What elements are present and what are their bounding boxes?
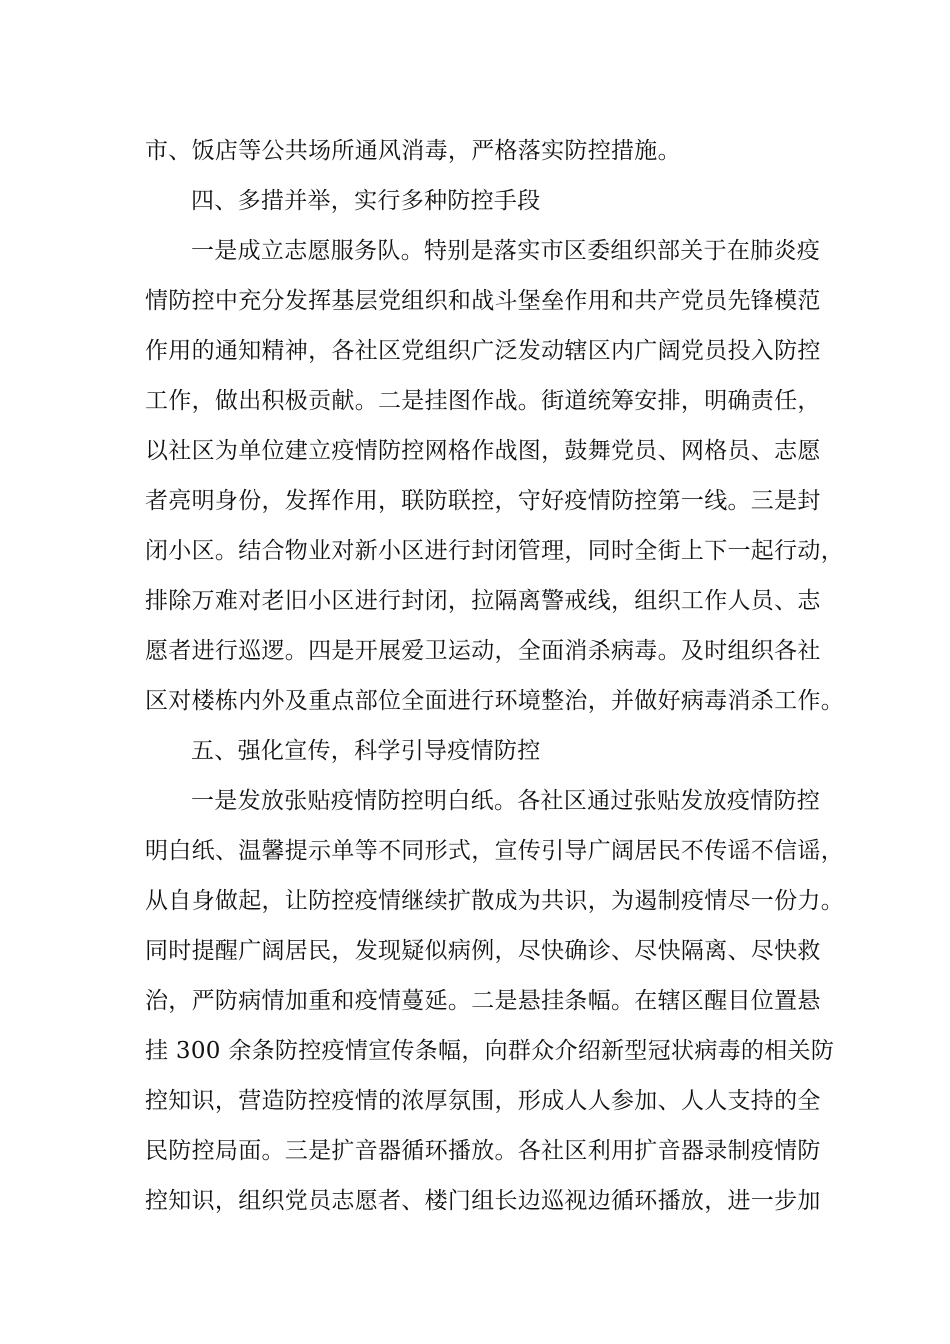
body-text-line: 者亮明身份，发挥作用，联防联控，守好疫情防控第一线。三是封 bbox=[145, 488, 821, 514]
body-text-line: 控知识，营造防控疫情的浓厚氛围，形成人人参加、人人支持的全 bbox=[145, 1088, 821, 1114]
section-heading-5: 五、强化宣传，科学引导疫情防控 bbox=[191, 738, 541, 764]
body-text-line: 工作，做出积极贡献。二是挂图作战。街道统筹安排，明确责任， bbox=[145, 388, 821, 414]
body-text-line: 排除万难对老旧小区进行封闭，拉隔离警戒线，组织工作人员、志 bbox=[145, 588, 821, 614]
body-text-line: 民防控局面。三是扩音器循环播放。各社区利用扩音器录制疫情防 bbox=[145, 1138, 821, 1164]
document-body bbox=[145, 126, 844, 1226]
body-text-line: 闭小区。结合物业对新小区进行封闭管理，同时全街上下一起行动， bbox=[145, 538, 844, 564]
paragraph-start-line: 一是成立志愿服务队。特别是落实市区委组织部关于在肺炎疫 bbox=[191, 238, 821, 264]
body-text-line: 情防控中充分发挥基层党组织和战斗堡垒作用和共产党员先锋模范 bbox=[145, 288, 821, 314]
body-text-line: 明白纸、温馨提示单等不同形式，宣传引导广阔居民不传谣不信谣， bbox=[145, 838, 844, 864]
body-text-line: 愿者进行巡逻。四是开展爱卫运动，全面消杀病毒。及时组织各社 bbox=[145, 638, 821, 664]
body-text-line: 同时提醒广阔居民，发现疑似病例，尽快确诊、尽快隔离、尽快救 bbox=[145, 938, 821, 964]
body-text-line: 市、饭店等公共场所通风消毒，严格落实防控措施。 bbox=[145, 138, 681, 164]
section-heading-4: 四、多措并举，实行多种防控手段 bbox=[191, 188, 541, 214]
body-text-line: 治，严防病情加重和疫情蔓延。二是悬挂条幅。在辖区醒目位置悬 bbox=[145, 988, 821, 1014]
body-text-line: 作用的通知精神，各社区党组织广泛发动辖区内广阔党员投入防控 bbox=[145, 338, 821, 364]
body-text-line: 从自身做起，让防控疫情继续扩散成为共识，为遏制疫情尽一份力。 bbox=[145, 888, 844, 914]
paragraph-start-line: 一是发放张贴疫情防控明白纸。各社区通过张贴发放疫情防控 bbox=[191, 788, 821, 814]
body-text-line: 以社区为单位建立疫情防控网格作战图，鼓舞党员、网格员、志愿 bbox=[145, 438, 821, 464]
body-text-line: 挂 300 余条防控疫情宣传条幅，向群众介绍新型冠状病毒的相关防 bbox=[145, 1038, 835, 1064]
body-text-line: 控知识，组织党员志愿者、楼门组长边巡视边循环播放，进一步加 bbox=[145, 1188, 821, 1214]
body-text-line: 区对楼栋内外及重点部位全面进行环境整治，并做好病毒消杀工作。 bbox=[145, 688, 844, 714]
